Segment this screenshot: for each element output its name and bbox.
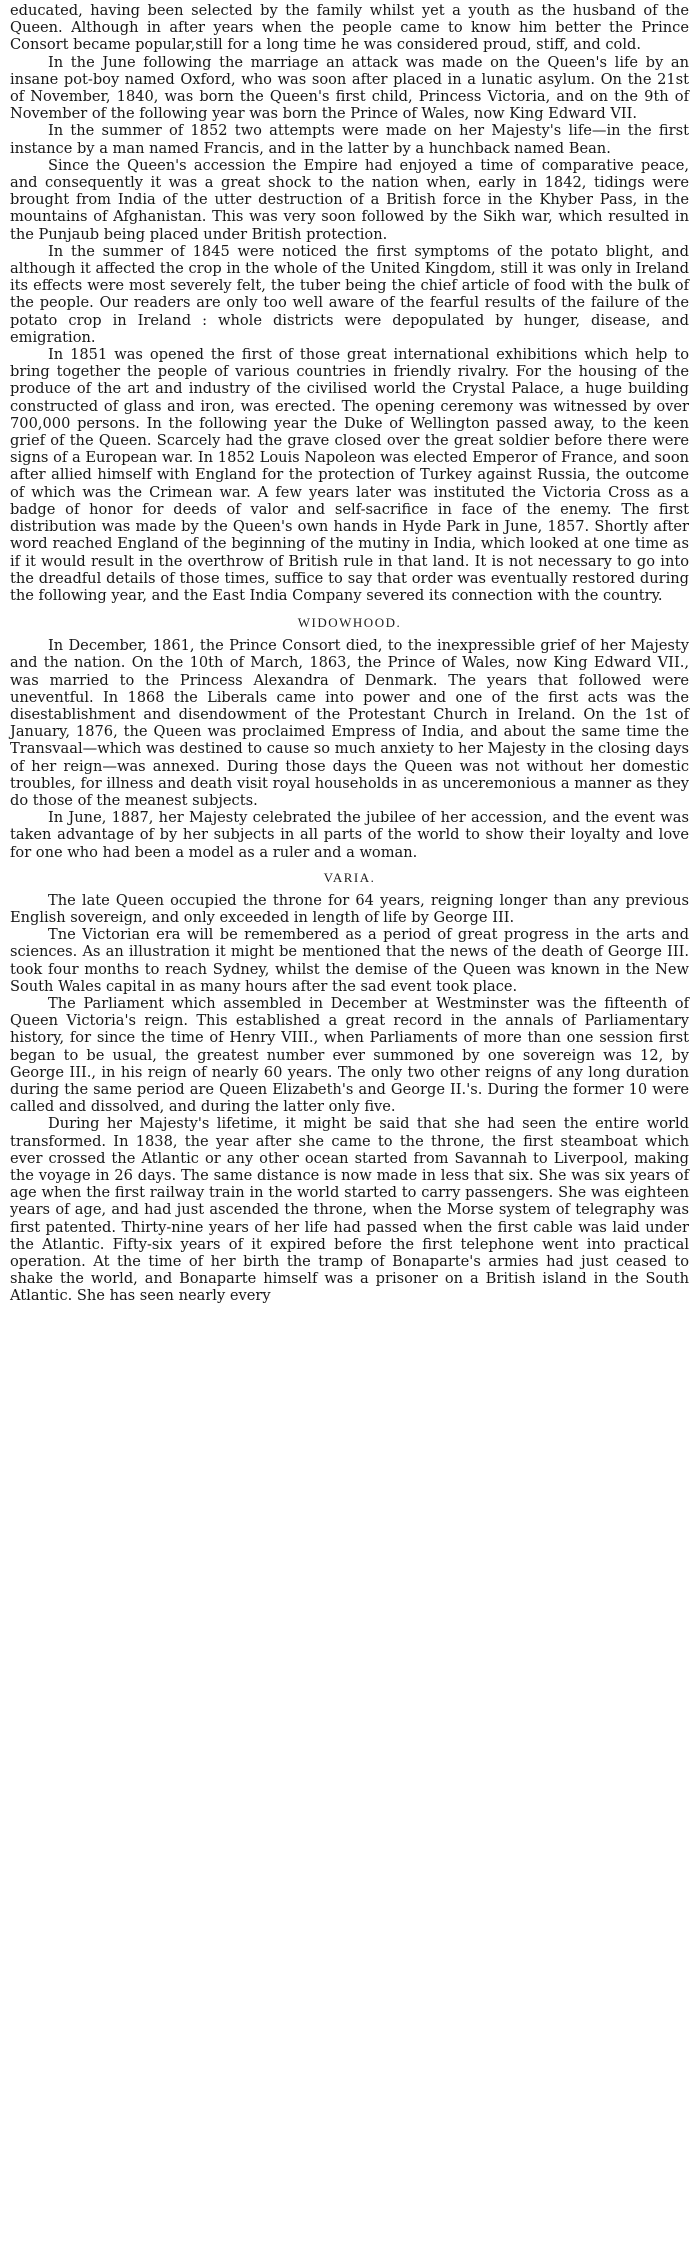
section-heading-varia: VARIA. bbox=[323, 869, 376, 885]
paragraph-jubilee: In June, 1887, her Majesty celebrated the jubilee of her accession, and the event was taken advantage of by her subjects in all parts of the world to show their loyalty and love for one who had been a model as a ruler and a woman. bbox=[10, 809, 689, 861]
paragraph-khyber-pass: Since the Queen's accession the Empire had enjoyed a time of comparative peace, and consequently it was a great shock to the nation when, early in 1842, tidings were brought from India of the utter destruction of a British force in the Khyber Pass, in the mountains of Afghanistan. This was very soon followed by the Sikh war, which resulted in the Punjaub being placed under British protection. bbox=[10, 156, 689, 243]
paragraph-parliament: The Parliament which assembled in December at Westminster was the fifteenth of Queen Victoria's reign. This established a great record in the annals of Parliamentary history, for since the time of Henry VIII., when Parliaments of more than one session first began to be usual, the greatest number ever summoned by one sovereign was 12, by George III., in his reign of nearly 60 years. The only two other reigns of any long duration during the same period are Queen Elizabeth's and George II.'s. During the former 10 were called and dissolved, and during the latter only five. bbox=[10, 994, 689, 1116]
paragraph-reign-length: The late Queen occupied the throne for 64 years, reigning longer than any previous English sovereign, and only exceeded in length of life by George III. bbox=[10, 891, 689, 926]
paragraph-victorian-era: Tne Victorian era will be remembered as a period of great progress in the arts and sciences. As an illustration it might be mentioned that the news of the death of George III. took four months to reach Sydney, whilst the demise of the Queen was known in the New South Wales capital in as many hours after the sad event took place. bbox=[10, 926, 689, 995]
section-heading-widowhood: WIDOWHOOD. bbox=[297, 615, 402, 631]
paragraph-prince-consort: educated, having been selected by the family whilst yet a youth as the husband of the Queen. Although in after years when the people came to know him better the Prince Consort became popular,still for a long time he was considered proud, stiff, and cold. bbox=[10, 2, 689, 54]
paragraph-prince-consort-death: In December, 1861, the Prince Consort died, to the inexpressible grief of her Majesty and the nation. On the 10th of March, 1863, the Prince of Wales, now King Edward VII., was married to the Princess Alexandra of Denmark. The years that followed were uneventful. In 1868 the Liberals came into power and one of the first acts was the disestablishment and disendowment of the Protestant Church in Ireland. On the 1st of January, 1876, the Queen was proclaimed Empress of India, and about the same time the Transvaal—which was destined to cause so much anxiety to her Majesty in the closing days of her reign—was annexed. During those days the Queen was not without her domestic troubles, for illness and death visit royal households in as unceremonious a manner as they do those of the meanest subjects. bbox=[10, 637, 689, 809]
article-column bbox=[10, 2, 689, 1305]
paragraph-world-transformed: During her Majesty's lifetime, it might be said that she had seen the entire world transformed. In 1838, the year after she came to the throne, the first steamboat which ever crossed the Atlantic or any other ocean started from Savannah to Liverpool, making the voyage in 26 days. The same distance is now made in less that six. She was six years of age when the first railway train in the world started to carry passengers. She was eighteen years of age, and had just ascended the throne, when the Morse system of telegraphy was first patented. Thirty-nine years of her life had passed when the first cable was laid under the Atlantic. Fifty-six years of it expired before the first telephone went into practical operation. At the time of her birth the tramp of Bonaparte's armies had just ceased to shake the world, and Bonaparte himself was a prisoner on a British island in the South Atlantic. She has seen nearly every bbox=[10, 1115, 689, 1305]
paragraph-exhibition-1851: In 1851 was opened the first of those great international exhibitions which help to bring together the people of various countries in friendly rivalry. For the housing of the produce of the art and industry of the civilised world the Crystal Palace, a huge building constructed of glass and iron, was erected. The opening ceremony was witnessed by over 700,000 persons. In the following year the Duke of Wellington passed away, to the keen grief of the Queen. Scarcely had the grave closed over the great soldier before there were signs of a European war. In 1852 Louis Napoleon was elected Emperor of France, and soon after allied himself with England for the protection of Turkey against Russia, the outcome of which was the Crimean war. A few years later was instituted the Victoria Cross as a badge of honor for deeds of valor and self-sacrifice in face of the enemy. The first distribution was made by the Queen's own hands in Hyde Park in June, 1857. Shortly after word reached England of the beginning of the mutiny in India, which looked at one time as if it would result in the overthrow of British rule in that land. It is not necessary to go into the dreadful details of those times, suffice to say that order was eventually restored during the following year, and the East India Company severed its connection with the country. bbox=[10, 346, 689, 604]
paragraph-potato-blight: In the summer of 1845 were noticed the first symptoms of the potato blight, and although it affected the crop in the whole of the United Kingdom, still it was only in Ireland its effects were most severely felt, the tuber being the chief article of food with the bulk of the people. Our readers are only too well aware of the fearful results of the failure of the potato crop in Ireland : whole districts were depopulated by hunger, disease, and emigration. bbox=[10, 242, 689, 346]
paragraph-attempts-1852: In the summer of 1852 two attempts were made on her Majesty's life—in the first instance by a man named Francis, and in the latter by a hunchback named Bean. bbox=[10, 122, 689, 157]
paragraph-attack-oxford: In the June following the marriage an attack was made on the Queen's life by an insane pot-boy named Oxford, who was soon after placed in a lunatic asylum. On the 21st of November, 1840, was born the Queen's first child, Princess Victoria, and on the 9th of November of the following year was born the Prince of Wales, now King Edward VII. bbox=[10, 53, 689, 123]
